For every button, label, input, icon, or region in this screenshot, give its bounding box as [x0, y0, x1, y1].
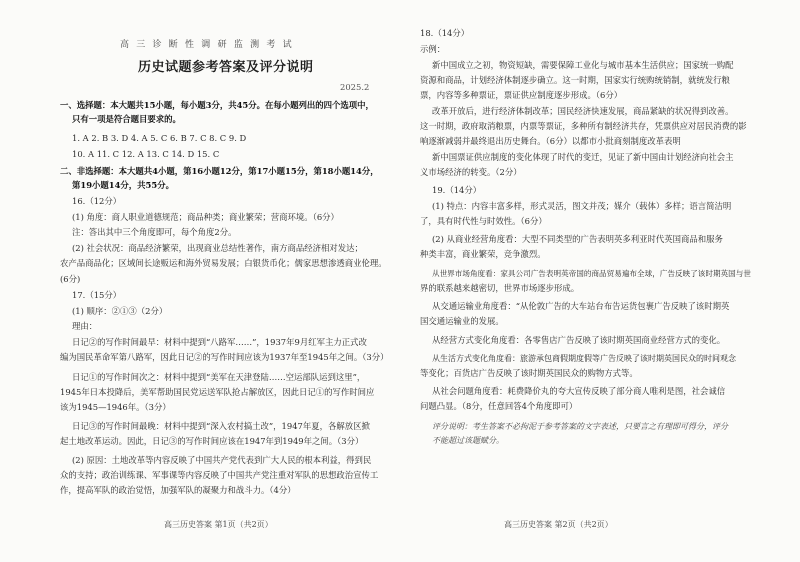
text-line: 日记③的写作时间最晚：材料中提到“深入农村搞土改”，1947年夏，各解放区掀 — [72, 421, 370, 431]
section-two-heading: 二、非选择题：本大题共4小题，第16小题12分，第17小题15分，第18小题14分， — [60, 166, 379, 176]
text-line: 注：答出其中三个角度即可，每个角度2分。 — [72, 227, 237, 237]
page-footer: 高三历史答案 第1页（共2页） — [164, 520, 273, 529]
text-line: 该为1945—1946年。（3分） — [60, 402, 171, 412]
question-18-heading: 18.（14分） — [420, 28, 470, 38]
text-line: 从经营方式变化角度看：各零售店广告反映了该时期英国商业经营方式的变化。 — [432, 335, 726, 345]
text-line: (2) 社会状况：商品经济繁荣，出现商业总结性著作，南方商品经济相对发达； — [72, 243, 363, 253]
exam-header: 高 三 诊 断 性 调 研 监 测 考 试 — [120, 40, 294, 50]
text-line: 界的联系越来越密切，世界市场逐步形成。 — [420, 283, 580, 293]
question-17-heading: 17.（15分） — [72, 290, 122, 300]
text-line: 响逐渐减弱并最终退出历史舞台。（6分）以都市小批商刻制度改革表明 — [420, 136, 681, 146]
text-line: (6分) — [60, 274, 81, 284]
section-one-heading: 一、选择题：本大题共15小题，每小题3分，共45分。在每小题列出的四个选项中， — [60, 100, 374, 110]
text-line: 新中国成立之初，物资短缺，需要保障工业化与城市基本生活供应；国家统一购配 — [432, 60, 734, 70]
text-line: 农产品商品化；区域间长途贩运和海外贸易发展；白银货币化；儒家思想渗透商业伦理。 — [60, 258, 387, 268]
right-page — [408, 0, 751, 562]
text-line: 问题凸显。（8分，任意回答4个角度即可） — [420, 401, 578, 411]
text-line: 众的支持；政治训练课、军事课等内容反映了中国共产党注重对军队的思想政治宣传工 — [60, 470, 379, 480]
text-line: 从交通运输业角度看：“从伦敦广告的大车站台布告运货包裹广告反映了该时期英 — [432, 301, 730, 311]
text-line: 这一时期，政府取消粮票，内票等票证，多种所有制经济共存，凭票供应对居民消费的影 — [420, 121, 747, 131]
text-line: (1) 顺序：②①③（2分） — [72, 306, 168, 316]
text-line: (2) 原因：土地改革等内容反映了中国共产党代表到广大人民的根本利益，得到民 — [72, 455, 372, 465]
left-page — [60, 0, 390, 562]
text-line: 示例： — [420, 44, 446, 54]
text-line: (1) 特点：内容丰富多样，形式灵活，图文并茂；媒介（载体）多样；语言简洁明 — [432, 201, 732, 211]
page-title: 历史试题参考答案及评分说明 — [138, 60, 314, 75]
text-line: 国交通运输业的发展。 — [420, 316, 504, 326]
question-16-heading: 16.（12分） — [72, 196, 122, 206]
text-line: 了，具有时代性与时效性。（6分） — [420, 216, 547, 226]
text-line: 日记①的写作时间次之：材料中提到“美军在天津登陆……空运部队运到这里”， — [72, 372, 366, 382]
text-line: 作，提高军队的政治觉悟，加强军队的凝聚力和战斗力。（4分） — [60, 485, 296, 495]
text-line: 从生活方式变化角度看：旅游承包商假期度假等广告反映了该时期英国民众的时间观念 — [432, 354, 736, 363]
question-19-heading: 19.（14分） — [432, 185, 482, 195]
text-line: 编为国民革命军第八路军，因此日记②的写作时间应该为1937年至1945年之间。（3分） — [60, 352, 389, 362]
text-line: 改革开放后，进行经济体制改革；国民经济快速发展，商品紧缺的状况得到改善。 — [432, 106, 734, 116]
text-line: (1) 角度：商人职业道德规范；商品种类；商业繁荣；营商环境。（6分） — [72, 212, 339, 222]
text-line: 从世界市场角度看：家具公司广告表明英帝国的商品贸易遍布全球，广告反映了该时期英国与世 — [432, 269, 751, 278]
text-line: 从社会问题角度看：耗费降价丸的夸大宣传反映了部分商人唯利是图，社会诚信 — [432, 386, 726, 396]
text-line: 资源和商品，计划经济体制逐步确立。这一时期，国家实行统购统销制，就统发行粮 — [420, 75, 730, 85]
text-line: (2) 从商业经营角度看：大型不同类型的广告表明英多利亚时代英国商品和服务 — [432, 234, 723, 244]
exam-date: 2025.2 — [340, 82, 370, 92]
text-line: 只有一项是符合题目要求的。 — [72, 114, 181, 124]
text-line: 等变化；百货店广告反映了该时期英国民众的购物方式等。 — [420, 368, 638, 378]
text-line: 票，内容等多种票证，票证供应制度逐步形成。（6分） — [420, 90, 623, 100]
text-line: 种类丰富，商业繁荣，竞争激烈。 — [420, 249, 546, 259]
page-footer: 高三历史答案 第2页（共2页） — [504, 520, 613, 529]
mc-answers-row-2: 10. A 11. C 12. A 13. C 14. D 15. C — [72, 149, 220, 159]
text-line: 理由： — [72, 321, 98, 331]
text-line: 新中国票证供应制度的变化体现了时代的变迁，见证了新中国由计划经济向社会主 — [432, 152, 734, 162]
text-line: 义市场经济的转变。（2分） — [420, 167, 522, 177]
text-line: 日记②的写作时间最早：材料中提到“八路军……”，1937年9月红军主力正式改 — [72, 337, 367, 347]
text-line: 起土地改革运动。因此，日记③的写作时间应该在1947年到1949年之间。（3分） — [60, 436, 364, 446]
text-line: 第19小题14分，共55分。 — [72, 180, 174, 190]
text-line: 1945年日本投降后，美军帮助国民党运送军队抢占解放区，因此日记①的写作时间应 — [60, 387, 375, 397]
mc-answers-row-1: 1. A 2. B 3. D 4. A 5. C 6. B 7. C 8. C 9. D — [72, 133, 247, 143]
scoring-note: 评分说明：考生答案不必拘泥于参考答案的文字表述，只要言之有理即可得分，评分不能超过该题赋分。 — [432, 422, 728, 445]
